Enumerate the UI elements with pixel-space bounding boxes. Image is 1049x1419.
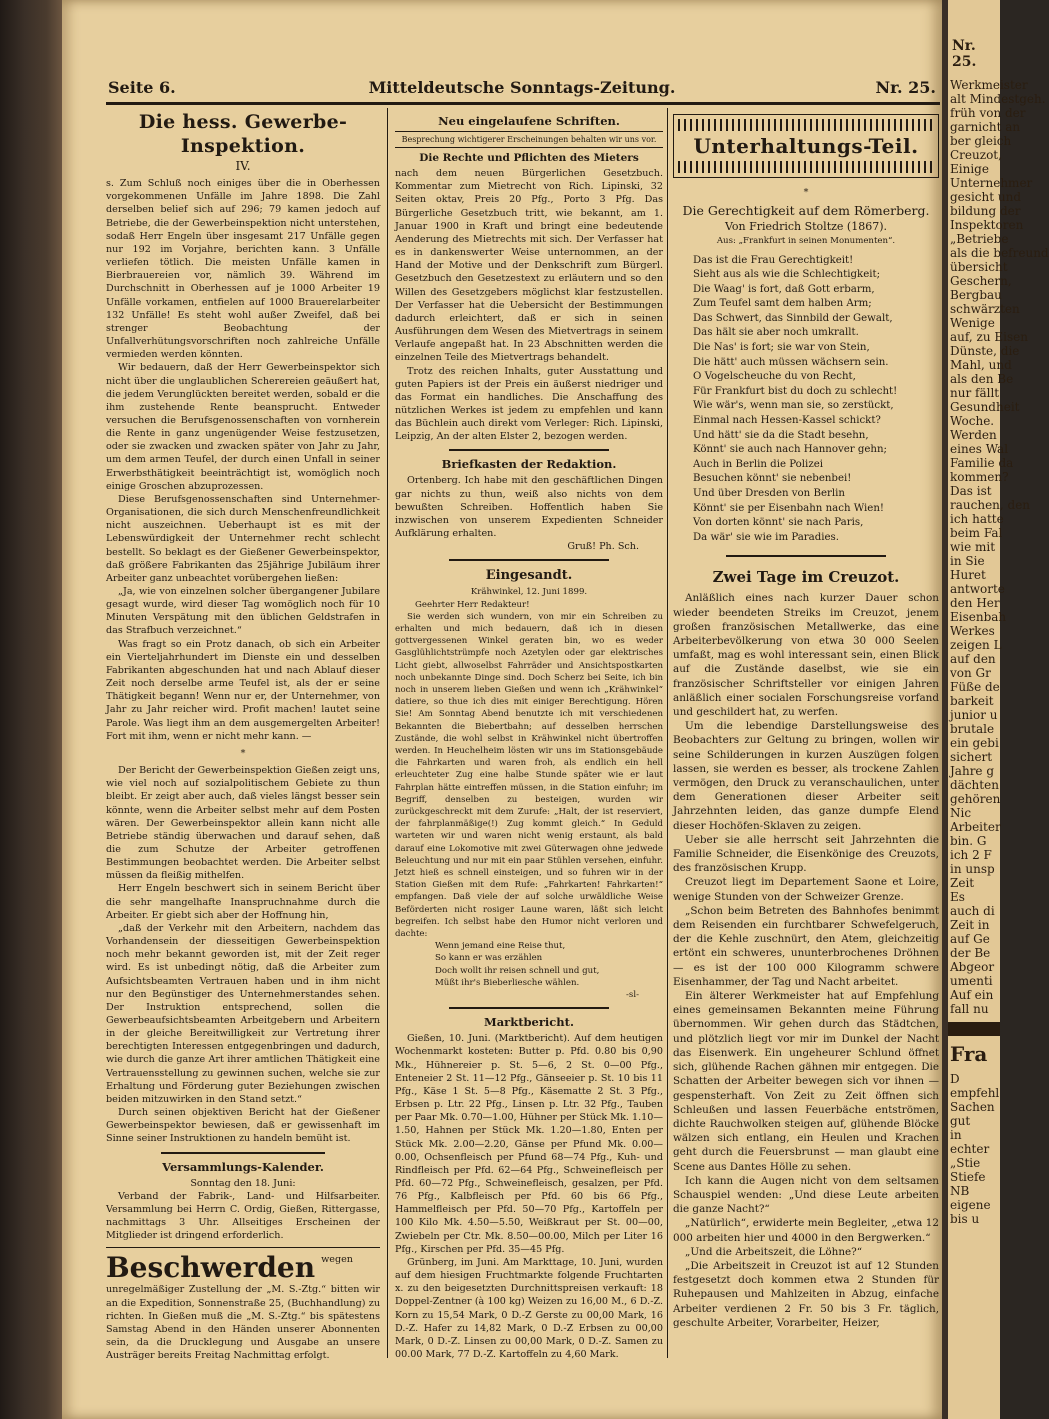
kalender-title: Versammlungs-Kalender. [162, 1159, 324, 1174]
next-page-line: früh von der [950, 106, 1026, 120]
next-page-line: von Gr [950, 666, 991, 680]
poem-line: Das hält sie aber noch umkrallt. [693, 327, 859, 339]
column-2 [395, 110, 663, 1361]
next-page-line: „Betriebe [950, 232, 1009, 246]
next-page-line: alt Mindestgeh. [950, 92, 1046, 106]
section-divider [161, 1152, 325, 1154]
poem-source: Aus: „Frankfurt in seinen Monumenten“. [716, 236, 896, 247]
poem-line: Wie wär's, wenn man sie, so zerstückt, [693, 400, 894, 412]
next-page-line: ich hatte [950, 512, 1004, 526]
next-page-line: Dünste, die [950, 344, 1020, 358]
verse-line: Doch wollt ihr reisen schnell und gut, [435, 965, 600, 976]
next-page-line: Gesundheit [950, 400, 1020, 414]
poem-line: Da wär' sie wie im Paradies. [693, 531, 840, 543]
next-page-line: Zeit in [950, 918, 990, 932]
next-page-banner [948, 1022, 1000, 1036]
poem-line: Und über Dresden von Berlin [693, 488, 845, 500]
next-page-line: Das ist [950, 484, 992, 498]
verse-line: Müßt ihr's Bieberliesche wählen. [435, 977, 580, 988]
book-title: Die Rechte und Pflichten des Mieters [419, 152, 639, 165]
next-page-line: ein gebi [950, 736, 999, 750]
next-page-line: in [950, 1128, 962, 1142]
next-page-line: den Her [950, 596, 1000, 610]
poem-line: O Vogelscheuche du von Recht, [693, 371, 856, 383]
next-page-line: rauchen, den [950, 498, 1031, 512]
eingesandt-salute: Geehrter Herr Redakteur! [415, 599, 530, 610]
article-paragraph: Was fragt so ein Protz danach, ob sich ein Arbeiter ein Vierteljahrhundert im Dienste ein und desselben Fabrikanten abgeschunden hat und nach Ablauf dieser Zeit noch derselbe arme Teufel ist, als der er seine Thätigkeit begann! Wenn nur er, der Unternehmer, von Jahr zu Jahr reicher wird. Profit machen! lautet seine Parole. Was liegt ihm an dem ausgemergelten Arbeiter! Fort mit ihm, wenn er nicht mehr kann. — [106, 638, 380, 742]
story-paragraph: Anläßlich eines nach kurzer Dauer schon wieder beendeten Streiks im Creuzot, jenem großen französischen Metallwerke, das eine Arbeiterbevölkerung von etwa 30 000 Seelen umfaßt, mag es wohl interessant sein, einen Blick auf die Zustände daselbst, wie sie ein französischer Schriftsteller vor einigen Jahren anläßlich einer socialen Forschungsreise vorfand und geschildert hat, zu werfen. [673, 592, 939, 719]
beschwerden-title: Beschwerden [106, 1251, 316, 1285]
briefkasten-text: Ortenberg. Ich habe mit den geschäftlichen Dingen gar nichts zu thun, weiß also nichts von dem bewußten Schreiben. Hoffentlich haben Sie inzwischen von unserem Expedienten Schneider Aufklärung erhalten. [395, 475, 663, 540]
header-rule [106, 102, 940, 105]
poem-line: Für Frankfurt bist du doch zu schlecht! [693, 385, 898, 397]
section-title: Unterhaltungs-Teil. [693, 134, 919, 158]
next-page-line: Mahl, und [950, 358, 1012, 372]
book-review: Trotz des reichen Inhalts, guter Ausstattung und guten Papiers ist der Preis ein äußerst niedriger und das Format ein handliches. Die Anschaffung des nützlichen Werkes ist jedem zu empfehlen und kann das Büchlein auch direkt vom Verleger: Rich. Lipinski, Leipzig, An der alten Elster 2, bezogen werden. [395, 365, 663, 443]
next-page-line: antworte [950, 582, 1005, 596]
next-page-line: auf Ge [950, 932, 990, 946]
briefkasten-title: Briefkasten der Redaktion. [441, 457, 617, 472]
beschwerden-text: wegen unregelmäßiger Zustellung der „M. S.-Ztg.“ bitten wir an die Expedition, Sonnenstraße 25, (Buchhandlung) zu richten. In Gießen muß die „M. S.-Ztg.“ bis spätestens Samstag Abend in den Händen unserer Abonnenten sein, da die Drucklegung und Ausgabe an unsere Austräger bereits Freitag Nachmittag erfolgt. [106, 1254, 380, 1362]
article-title: Die hess. Gewerbe-Inspektion. [138, 111, 348, 157]
next-page-text-2 [948, 1072, 1000, 1226]
book-binding [0, 0, 62, 1419]
next-page-line: Abgeor [950, 960, 995, 974]
markt-giessen: Gießen, 10. Juni. (Marktbericht). Auf dem heutigen Wochenmarkt kosteten: Butter p. Pfd. 0.80 bis 0,90 Mk., Hühnereier p. St. 5—6, 2 St. 0—00 Pfg., Enteneier 2 St. 11—12 Pfg., Gänseeier p. St. 10 bis 11 Pfg., Käse 1 St. 5—8 Pfg., Käsematte 2 St. 3 Pfg., Erbsen p. Ltr. 22 Pfg., Linsen p. Ltr. 32 Pfg., Tauben per Paar Mk. 0.70—1.00, Hühner per Stück Mk. 1.10—1.50, Hahnen per Stück Mk. 1.20—1.80, Enten per Stück Mk. 2.00—2.20, Gänse per Pfund Mk. 0.00—0.00, Ochsenfleisch per Pfund 68—74 Pfg., Kuh- und Rindfleisch per Pfd. 62—64 Pfg., Schweinefleisch per Pfd. 60—72 Pfg., Schweinefleisch, gesalzen, per Pfd. 76 Pfg., Kalbfleisch per Pfd. 60 bis 66 Pfg., Hammelfleisch per Pfd. 50—70 Pfg., Kartoffeln per 100 Kilo Mk. 4.50—5.50, Weißkraut per St. 00—00, Zwiebeln per Ctr. Mk. 8.50—00.00, Milch per Liter 16 Pfg., Kirschen per Pfd. 35—45 Pfg. [395, 1033, 663, 1255]
poem-line: Könnt' sie per Eisenbahn nach Wien! [693, 502, 884, 514]
next-page-line: übersicht [950, 260, 1008, 274]
story-paragraph: „Die Arbeitszeit in Creuzot ist auf 12 Stunden festgesetzt doch kommen etwa 2 Stunden für Ruhepausen und Mahlzeiten in Abzug, einfache Arbeiter verdienen 2 Fr. 50 bis 3 Fr. täglich, geschulte Arbeiter, Vorarbeiter, Heizer, [673, 1259, 939, 1329]
separator-star: * [240, 747, 246, 759]
next-page-line: eines Wal [950, 442, 1009, 456]
marktbericht-title: Marktbericht. [484, 1015, 574, 1030]
banner-ornament [678, 161, 934, 173]
next-page-line: Nic [950, 806, 972, 820]
next-page-line: Es [950, 890, 965, 904]
separator-star: * [803, 187, 809, 198]
story-title: Zwei Tage im Creuzot. [712, 568, 900, 587]
next-page-line: NB [950, 1184, 970, 1198]
poem-line: Auch in Berlin die Polizei [693, 458, 823, 470]
poem-line: Könnt' sie auch nach Hannover gehn; [693, 444, 887, 456]
poem-line: Das ist die Frau Gerechtigkeit! [693, 254, 854, 266]
article-paragraph: Durch seinen objektiven Bericht hat der Gießener Gewerbeinspektor bewiesen, daß er gewissenhaft im Sinne seiner Instruktionen zu handeln bemüht ist. [106, 1107, 380, 1145]
next-page-line: Inspektoren [950, 218, 1024, 232]
next-page-line: zeigen L [950, 638, 1002, 652]
story-paragraph: „Schon beim Betreten des Bahnhofes benimmt dem Reisenden ein furchtbarer Schwefelgeruch, der die Kehle zuschnürt, den Atem, gleichzeitig ertönt ein schweres, ununterbrochenes Dröhnen — es ist der 100 000 Kilogramm schwere Eisenhammer, der Tag und Nacht arbeitet. [673, 904, 939, 988]
story-paragraph: Ueber sie alle herrscht seit Jahrzehnten die Familie Schneider, die Eisenkönige des Creuzots, des französischen Krupp. [673, 833, 939, 875]
poem-line: Das Schwert, das Sinnbild der Gewalt, [693, 312, 893, 324]
next-page-line: fall nu [950, 1002, 989, 1016]
story-paragraph: Ein älterer Werkmeister hat auf Empfehlung eines gemeinsamen Bekannten meine Führung übernommen. Wir gehen durch das Städtchen, und plötzlich liegt vor mir im Dunkel der Nacht das Eisenwerk. Ein ungeheurer Schlund öffnet sich, glühende Rachen gähnen mir entgegen. Die Schatten der Arbeiter bewegen sich vor ihnen — gespensterhaft. Von Zeit zu Zeit öffnen sich Schleußen und lassen Feuerbäche entströmen, dichte Rauchwolken steigen auf, glühende Blöcke wälzen sich entlang, ein Heulen und Krachen geht durch die Feuersbrunst — man glaubt eine Scene aus Dantes Hölle zu sehen. [673, 990, 939, 1173]
section-divider [449, 559, 610, 561]
poem-author: Von Friedrich Stoltze (1867). [724, 220, 887, 234]
article-quote: „daß der Verkehr mit den Arbeitern, nachdem das Vorhandensein der diesseitigen Gewerbeinspektion noch mehr bekannt geworden ist, mit der Zeit reger wird. Es ist unbedingt nötig, daß die Arbeiter zum Aufsichtsbeamten Vertrauen haben und in ihm nicht nur den Begünstiger des Unternehmerstandes sehen. Der Instruktion entsprechend, sollen die Gewerbeaufsichtsbeamten Arbeitgebern und Arbeitern in der gleiche Bereitwilligkeit zur Vertretung ihrer berechtigten Interessen entgegenbringen und dadurch, wie durch die ganze Art ihrer amtlichen Thätigkeit eine Vertrauensstellung zu gewinnen suchen, welche sie zur Erhaltung und Förderung guter Beziehungen zwischen beiden mitzuwirken in den Stand setzt.“ [106, 922, 380, 1105]
next-page-line: als die befreund [950, 246, 1049, 260]
verse-line: Wenn jemand eine Reise thut, [435, 941, 566, 952]
next-page-line: bildung der [950, 204, 1021, 218]
next-page-line: nur fällt [950, 386, 1000, 400]
article-quote: „Ja, wie von einzelnen solcher übergangener Jubilare gesagt wurde, wird dieser Tag womöglich noch für 10 Minuten Verspätung mit den üblichen Geldstrafen in das Strafbuch verzeichnet.“ [106, 586, 380, 637]
neu-notice: Besprechung wichtigerer Erscheinungen behalten wir uns vor. [395, 131, 663, 148]
story-paragraph: Ich kann die Augen nicht von dem seltsamen Schauspiel wenden: „Und diese Leute arbeiten die ganze Nacht?“ [673, 1174, 939, 1216]
story-body [673, 591, 939, 1330]
next-page-edge [948, 0, 1049, 1419]
next-page-line: Familie da [950, 456, 1014, 470]
beschwerden-notice [106, 1253, 380, 1362]
article-paragraph: Diese Berufsgenossenschaften sind Unternehmer-Organisationen, die sich durch Menschenfreundlichkeit nicht auszeichnen. Ueberhaupt ist es mit der Lebenswürdigkeit der Unternehmer recht schlecht bestellt. So beklagt es der Gießener Gewerbeinspektor, daß größere Fabrikanten das 25jährige Jubiläum ihrer Arbeiter ganz unbeachtet vorübergehen ließen: [106, 493, 380, 584]
next-page-text [948, 78, 1049, 1016]
next-page-line: Werkes [950, 624, 995, 638]
next-page-line: eigene [950, 1198, 991, 1212]
article-paragraph: s. Zum Schluß noch einiges über die in Oberhessen vorgekommenen Unfälle im Jahre 1898. Die Zahl derselben belief sich auf 296; 79 kamen jedoch auf Betriebe, die der Gewerbeinspektion nicht unterstehen, sodaß Herr Engeln über insgesamt 217 Unfälle gegen nur 192 im Vorjahre, berichten kann. 3 Unfälle verliefen tötlich. Die meisten Unfälle kamen in Bierbrauereien vor, nämlich 39. Während im Durchschnitt in Oberhessen auf je 1000 Arbeiter 19 Unfälle vorkamen, entfielen auf 1000 Brauerelarbeiter 132 Unfälle! Es steht wohl außer Zweifel, daß bei strenger Beobachtung der Unfallverhütungsvorschriften noch zahlreiche Unfälle vermieden werden könnten. [106, 178, 380, 361]
next-page-line: Sachen [950, 1100, 995, 1114]
eingesandt-verse [395, 940, 663, 989]
next-page-line: Wenige [950, 316, 995, 330]
section-divider [449, 449, 610, 451]
next-page-line: Auf ein [950, 988, 994, 1002]
eingesandt-title: Eingesandt. [485, 568, 573, 584]
poem-line: Zum Teufel samt dem halben Arm; [693, 298, 872, 310]
next-page-line: Creuzot, [950, 148, 1002, 162]
next-page-line: Unternehmer [950, 176, 1033, 190]
next-page-line: brutale [950, 722, 995, 736]
newspaper-title: Mitteldeutsche Sonntags-Zeitung. [368, 78, 676, 97]
next-page-line: Huret [950, 568, 986, 582]
next-page-line: Jahre g [950, 764, 995, 778]
next-page-line: gut [950, 1114, 971, 1128]
issue-number: Nr. 25. [875, 78, 936, 97]
article-paragraph: Wir bedauern, daß der Herr Gewerbeinspektor sich nicht über die unglaublichen Scherereien geäußert hat, die jedem Verunglückten bereitet werden, sobald er die ihm zustehende Rente beansprucht. Entweder versuchen die Berufsgenossenschaften von vornherein die Rente in ganz ungenügender Weise festzusetzen, oder sie zwacken und zwacken später von Jahr zu Jahr, um dem armen Teufel, der durch einen Unfall in seiner Erwerbsthätigkeit beeinträchtigt ist, womöglich noch einige Groschen abzuprozessen. [106, 362, 380, 492]
story-paragraph: Creuzot liegt im Departement Saone et Loire, wenige Stunden von der Schweizer Grenze. [673, 876, 939, 903]
banner-ornament [678, 119, 934, 131]
next-page-line: auf den [950, 652, 996, 666]
next-page-line: kommen? [950, 470, 1009, 484]
eingesandt-text: Sie werden sich wundern, von mir ein Schreiben zu erhalten und mich bedauern, daß ich in diesen gottvergessenen Winkel geraten bin, wo es weder Gasglühlichtstrümpfe noch Azetylen oder gar elektrisches Licht giebt, allwoselbst Fahrräder und Ansichtspostkarten noch unbekannte Dinge sind. Doch Scherz bei Seite, ich bin noch in unserem lieben Gießen und wenn ich „Krähwinkel“ datiere, so thue ich dies mit einiger Berechtigung. Hören Sie! Am Sonntag Abend benutzte ich mit verschiedenen Bekannten die Biebertbahn; auf desselben herrschen Zustände, die wohl selbst in Krähwinkel nicht übertroffen werden. In Heuchelheim lösten wir uns im Stationsgebäude die Fahrkarten und waren froh, als endlich ein hell erleuchteter Zug eine halbe Stunde später wie er laut Fahrplan hätte eintreffen müssen, in die Station einfuhr; im Begriff, denselben zu besteigen, wurden wir zurückgeschreckt mit dem Zurufe: „Halt, der ist reserviert, der fahrplanmäßige(!) Zug kommt gleich.“ In Geduld warteten wir und waren nicht wenig erstaunt, als bald darauf eine Lokomotive mit zwei Güterwagen ohne jedwede Beleuchtung und nur mit ein paar Stühlen versehen, einfuhr. Jetzt hieß es schnell einsteigen, und so fuhren wir in der Station Gießen mit dem Rufe: „Fahrkarten! Fahrkarten!“ empfangen. Daß viele der auf solche urwäldliche Weise Beförderten nicht rosiger Laune waren, läßt sich leicht begreifen. Ich selbst habe den Humor nicht verloren und dachte: [395, 611, 663, 940]
kalender-date: Sonntag den 18. Juni: [190, 1177, 296, 1189]
next-page-big-heading: Fra [950, 1042, 988, 1066]
column-rule-2 [667, 108, 668, 1358]
article-paragraph: Der Bericht der Gewerbeinspektion Gießen zeigt uns, wie viel noch auf sozialpolitischem Gebiete zu thun bleibt. Er zeigt aber auch, daß vieles längst besser sein könnte, wenn die Arbeiter selbst mehr auf dem Posten wären. Der Gewerbeinspektor allein kann nicht alle Betriebe ständig überwachen und darauf sehen, daß die zum Schutze der Arbeiter getroffenen Bestimmungen beobachtet werden. Die Arbeiter selbst müssen da fleißig mithelfen. [106, 765, 380, 882]
next-page-line: Woche. [950, 414, 995, 428]
next-page-line: Arbeiter [950, 820, 1001, 834]
next-page-line: garnicht an [950, 120, 1021, 134]
page-header [108, 78, 936, 100]
next-page-line: bis u [950, 1212, 980, 1226]
section-divider [726, 555, 886, 557]
next-page-line: echter [950, 1142, 990, 1156]
next-page-line: wie mit [950, 540, 996, 554]
next-page-line: beim Fal [950, 526, 1003, 540]
next-page-line: ich 2 F [950, 848, 992, 862]
next-page-line: D [950, 1072, 960, 1086]
neu-title: Neu eingelaufene Schriften. [438, 114, 620, 128]
story-paragraph: „Und die Arbeitszeit, die Löhne?“ [685, 1245, 863, 1258]
poem-line: Und hätt' sie da die Stadt besehn, [693, 429, 869, 441]
markt-gruenberg: Grünberg, im Juni. Am Markttage, 10. Juni, wurden auf dem hiesigen Fruchtmarkte folgende Fruchtarten x. zu den beigesetzten Durchnittspreisen verkauft: 18 Doppel-Zentner (à 100 kg) Weizen zu 16,00 M., 6 D.-Z. Korn zu 15,54 Mark, 0 D.-Z Gerste zu 00,00 Mark, 16 D.-Z. Hafer zu 14,82 Mark, 0 D.-Z Erbsen zu 00,00 Mark, 0 D.-Z. Linsen zu 00,00 Mark, 0 D.-Z. Samen zu 00.00 Mark, 77 D.-Z. Kartoffeln zu 4,60 Mark. [395, 1256, 663, 1361]
next-page-line: schwärzten [950, 302, 1020, 316]
next-page-line: als den Be [950, 372, 1014, 386]
book-review: nach dem neuen Bürgerlichen Gesetzbuch. Kommentar zum Mietrecht von Rich. Lipinski, 32 Seiten oktav, Preis 20 Pfg., Porto 3 Pfg. Das Bürgerliche Gesetzbuch tritt, wie bekannt, am 1. Januar 1900 in Kraft und bringt eine bedeutende Aenderung des Mietrechts mit sich. Der Verfasser hat es in dankenswerter Weise unternommen, an der Hand der Motive und der Denkschrift zum Bürgerl. Gesetzbuch den Gesetzestext zu erläutern und so den Willen des Gesetzgebers möglichst klar festzustellen. Der Verfasser hat die Uebersicht der Bestimmungen dadurch erleichtert, daß er sich in seinen Ausführungen dem Wesen des Mietvertrags in seinem Verlaufe angepaßt hat. In 23 Abschnitten werden die einzelnen Teile des Mietvertrags behandelt. [395, 168, 663, 364]
next-page-line: gehören [950, 792, 1001, 806]
story-paragraph: „Natürlich“, erwiderte mein Begleiter, „etwa 12 000 arbeiten hier und 4000 in den Bergwerken.“ [673, 1217, 939, 1244]
poem [673, 254, 939, 546]
eingesandt-date: Krähwinkel, 12. Juni 1899. [470, 587, 588, 598]
next-page-line: Geschern, [950, 274, 1012, 288]
next-page-line: auf, zu Eisen [950, 330, 1028, 344]
column-rule-1 [387, 108, 388, 1358]
next-page-line: barkeit [950, 694, 994, 708]
section-divider [106, 1247, 380, 1248]
next-page-line: gesicht und [950, 190, 1022, 204]
article-part: IV. [235, 159, 251, 173]
kalender-entry: Verband der Fabrik-, Land- und Hilfsarbeiter. Versammlung bei Herrn C. Ordig, Gießen, Rittergasse, nachmittags 3 Uhr. Allseitiges Erscheinen der Mitglieder ist dringend erforderlich. [106, 1190, 380, 1242]
next-page-line: auch di [950, 904, 995, 918]
poem-line: Die Nas' is fort; sie war von Stein, [693, 342, 870, 354]
column-3 [673, 110, 939, 1330]
next-page-line: umenti [950, 974, 993, 988]
next-page-line: junior u [950, 708, 998, 722]
newspaper-page [62, 0, 942, 1419]
poem-line: Die hätt' auch müssen wächsern sein. [693, 356, 889, 368]
next-page-line: Werden [950, 428, 997, 442]
poem-title: Die Gerechtigkeit auf dem Römerberg. [682, 203, 930, 219]
next-page-line: bin. G [950, 834, 987, 848]
story-paragraph: Um die lebendige Darstellungsweise des Beobachters zur Geltung zu bringen, wollen wir seine Schilderungen in kurzen Auszügen folgen lassen, sie werden es besser, als trockene Zahlen vermögen, den Druck zu veranschaulichen, unter dem Generationen dieser Arbeiter seit Jahrzehnten leiden, das ganze dumpfe Elend dieser Hochöfen-Sklaven zu zeigen. [673, 720, 939, 832]
next-page-line: Zeit [950, 876, 975, 890]
next-page-line: „Stie [950, 1156, 981, 1170]
next-page-line: sichert [950, 750, 993, 764]
next-page-line: dächten [950, 778, 999, 792]
poem-line: Die Waag' is fort, daß Gott erbarm, [693, 283, 875, 295]
next-page-line: Füße de [950, 680, 1000, 694]
page-number: Seite 6. [108, 78, 176, 97]
next-page-line: Eisenbah [950, 610, 1007, 624]
column-1 [106, 110, 380, 1362]
next-page-line: in unsp [950, 862, 995, 876]
poem-line: Sieht aus als wie die Schlechtigkeit; [693, 269, 881, 281]
next-page-line: Stiefe [950, 1170, 986, 1184]
section-divider [449, 1007, 610, 1009]
next-page-line: Bergbau [950, 288, 1002, 302]
next-page-line: der Be [950, 946, 991, 960]
briefkasten-sign: Gruß! Ph. Sch. [567, 541, 639, 553]
next-page-line: Werkmeister [950, 78, 1028, 92]
poem-line: Einmal nach Hessen-Kassel schickt? [693, 415, 881, 427]
next-page-line: Einige [950, 162, 989, 176]
verse-line: So kann er was erzählen [435, 953, 543, 964]
next-page-header: Nr. 25. [952, 38, 977, 70]
poem-line: Besuchen könnt' sie nebenbei! [693, 473, 852, 485]
section-banner [673, 114, 939, 178]
next-page-line: ber gleich [950, 134, 1012, 148]
next-page-line: empfehl [950, 1086, 1000, 1100]
article-paragraph: Herr Engeln beschwert sich in seinem Bericht über die sehr mangelhafte Inanspruchnahme durch die Arbeiter. Er giebt sich aber der Hoffnung hin, [106, 883, 380, 921]
next-page-line: in Sie [950, 554, 985, 568]
poem-line: Von dorten könnt' sie nach Paris, [693, 517, 864, 529]
eingesandt-sign: -sl- [626, 990, 639, 1001]
